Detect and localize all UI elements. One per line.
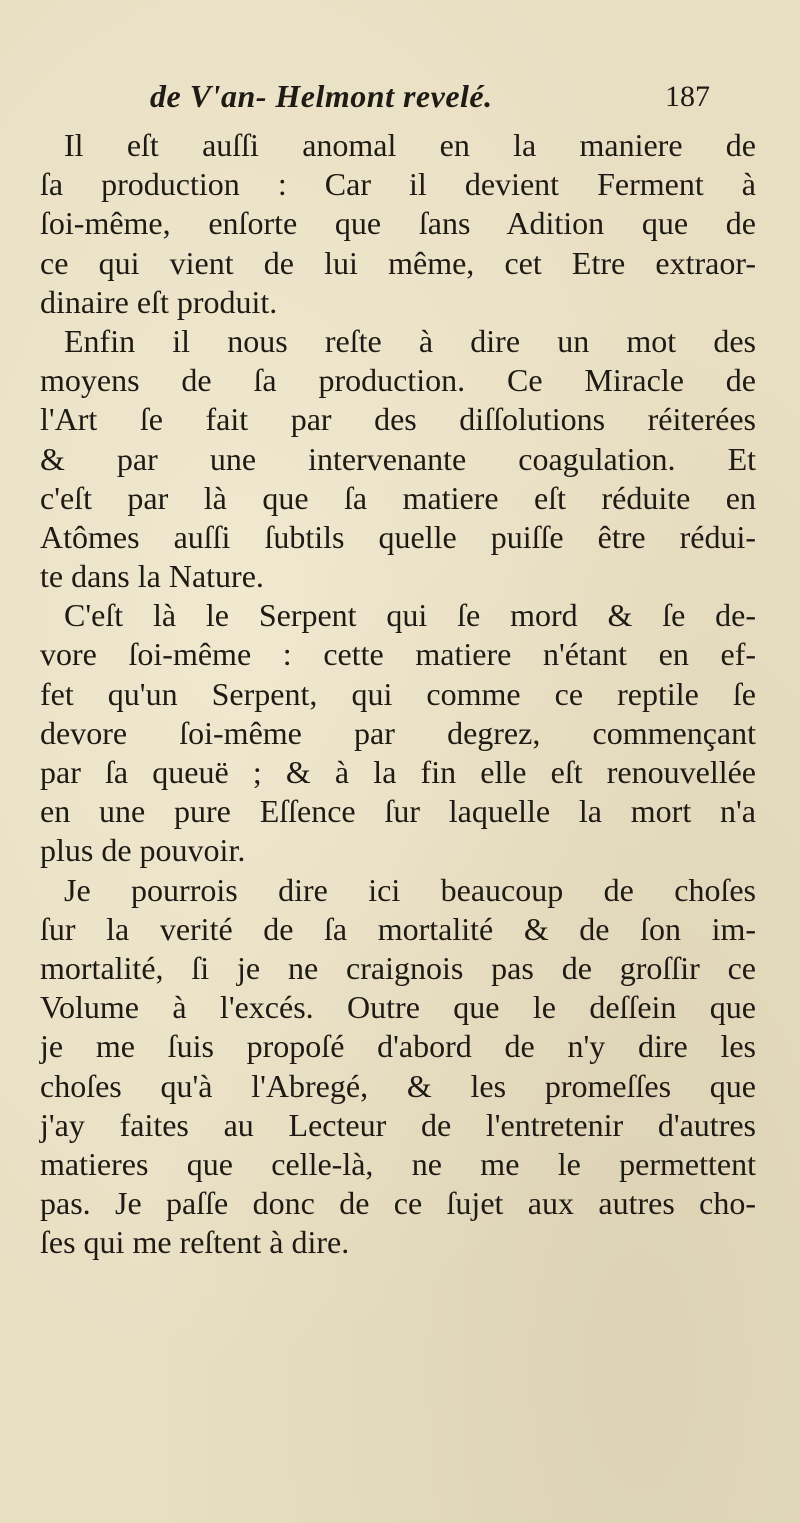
page-header xyxy=(150,78,710,118)
paragraph xyxy=(40,596,756,870)
text-line: dinaire eſt produit. xyxy=(40,283,278,320)
text-line: Enfin il nous reſte à dire un mot des xyxy=(64,322,756,359)
text-line: Volume à l'excés. Outre que le deſſein que xyxy=(40,989,756,1026)
text-line: choſes qu'à l'Abregé, & les promeſſes que xyxy=(40,1067,756,1104)
text-line: mortalité, ſi je ne craignois pas de groſſir ce xyxy=(40,949,756,986)
text-line: fet qu'un Serpent, qui comme ce reptile ſe xyxy=(40,675,756,712)
text-line: plus de pouvoir. xyxy=(40,832,246,869)
text-line: Il eſt auſſi anomal en la maniere de xyxy=(64,127,756,163)
text-line: en une pure Eſſence ſur laquelle la mort n'a xyxy=(40,793,756,830)
text-line: ſur la verité de ſa mortalité & de ſon im- xyxy=(40,910,756,947)
text-line: ſes qui me reſtent à dire. xyxy=(40,1224,350,1261)
running-title: de V'an- Helmont revelé. xyxy=(150,78,493,114)
text-line: & par une intervenante coagulation. Et xyxy=(40,440,756,477)
text-line: vore ſoi-même : cette matiere n'étant en ef- xyxy=(40,636,756,673)
text-line: ſoi-même, enſorte que ſans Adition que de xyxy=(40,205,756,242)
page-number: 187 xyxy=(665,80,710,113)
text-line: moyens de ſa production. Ce Miracle de xyxy=(40,362,756,399)
text-line: matieres que celle-là, ne me le permettent xyxy=(40,1145,756,1182)
text-line: l'Art ſe fait par des diſſolutions réiterées xyxy=(40,401,756,438)
text-line: j'ay faites au Lecteur de l'entretenir d'autres xyxy=(40,1106,756,1143)
text-line: je me ſuis propoſé d'abord de n'y dire les xyxy=(40,1028,756,1065)
text-line: Atômes auſſi ſubtils quelle puiſſe être rédui- xyxy=(40,518,756,555)
text-line: c'eſt par là que ſa matiere eſt réduite en xyxy=(40,479,756,516)
paragraph xyxy=(40,126,756,322)
text-line: pas. Je paſſe donc de ce ſujet aux autres cho- xyxy=(40,1185,756,1222)
paragraph xyxy=(40,871,756,1263)
text-line: ſa production : Car il devient Ferment à xyxy=(40,166,756,203)
text-line: par ſa queuë ; & à la fin elle eſt renouvellée xyxy=(40,754,756,790)
text-line: ce qui vient de lui même, cet Etre extraor- xyxy=(40,244,756,281)
text-line: Je pourrois dire ici beaucoup de choſes xyxy=(64,871,756,908)
body-text xyxy=(40,126,756,1262)
text-line: C'eſt là le Serpent qui ſe mord & ſe de- xyxy=(64,597,756,634)
paragraph xyxy=(40,322,756,596)
text-line: te dans la Nature. xyxy=(40,558,264,595)
text-line: devore ſoi-même par degrez, commençant xyxy=(40,714,756,751)
